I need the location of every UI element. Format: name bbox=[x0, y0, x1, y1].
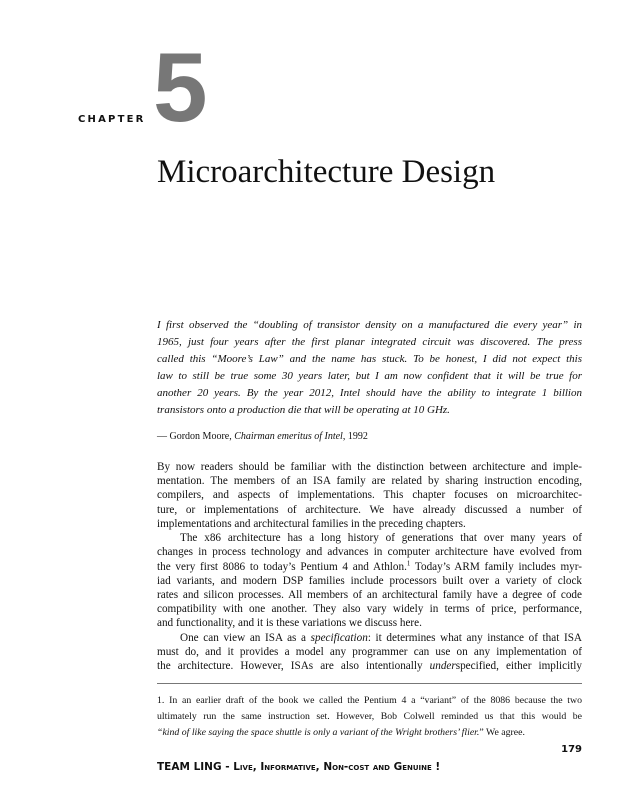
attribution-name: — Gordon Moore, bbox=[157, 431, 235, 442]
footnote-line: ultimately run the same instruction set. However, Bob Colwell reminded us that this would be bbox=[157, 711, 582, 722]
emphasis-under: under bbox=[429, 660, 456, 672]
body-line: iad variants, and modern DSP families include processors built over a variety of clock bbox=[157, 574, 582, 587]
epigraph-line: I first observed the “doubling of transistor density on a manufactured die every year” in bbox=[157, 319, 582, 331]
emphasis-specification: specification bbox=[310, 631, 368, 644]
body-line bbox=[180, 631, 582, 645]
epigraph-line: law to still be true some 30 years later, but I am now confident that it will be true for bbox=[157, 370, 582, 382]
body-line: mentation. The members of an ISA family are related by sharing instruction encoding, bbox=[157, 475, 582, 488]
epigraph-line: another 20 years. By the year 2012, Intel should have the ability to integrate 1 billion bbox=[157, 387, 582, 399]
body-line bbox=[157, 560, 582, 574]
body-line: implementations and architectural families in the preceding chapters. bbox=[157, 517, 466, 530]
body-text-segment: the architecture. However, ISAs are also intentionally bbox=[157, 660, 430, 672]
attribution-year: , 1992 bbox=[342, 431, 368, 442]
page-number: 179 bbox=[561, 744, 582, 755]
body-line: and functionality, and it is these variations we discuss here. bbox=[157, 617, 422, 630]
body-line bbox=[157, 659, 582, 673]
body-text-segment: the very first 8086 to today’s Pentium 4 and Athlon. bbox=[157, 560, 407, 573]
body-line: ture, or implementations of architecture. We have already discussed a number of bbox=[157, 503, 582, 516]
footnote-line bbox=[157, 726, 582, 740]
footnote-reference[interactable]: 1 bbox=[406, 558, 411, 567]
body-line: compilers, and aspects of implementations. This chapter focuses on microarchitec- bbox=[157, 489, 582, 502]
body-text-segment: Today’s ARM family includes myr- bbox=[410, 560, 583, 573]
body-text-segment: specified, either implicitly bbox=[455, 660, 582, 672]
epigraph-line: transistors onto a production die that will be operating at 10 GHz. bbox=[157, 404, 450, 416]
epigraph-line: 1965, just four years after the first planar integrated circuit was discovered. The press bbox=[157, 336, 582, 348]
watermark: TEAM LING - Live, Informative, Non-cost and Genuine ! bbox=[157, 761, 441, 773]
body-line: must do, and it provides a model any programmer can use on any implementation of bbox=[157, 645, 582, 658]
epigraph-attribution bbox=[157, 431, 368, 442]
body-line: compatibility with one another. They also vary widely in terms of price, performance, bbox=[157, 603, 582, 616]
footnote-tail: ” We agree. bbox=[479, 727, 525, 738]
footnote-divider bbox=[157, 683, 582, 684]
footnote-quote: “kind of like saying the space shuttle is only a variant of the Wright brothers’ flier. bbox=[157, 727, 480, 738]
chapter-label: CHAPTER bbox=[78, 114, 146, 125]
body-line: The x86 architecture has a long history of generations that over many years of bbox=[180, 532, 582, 545]
attribution-role: Chairman emeritus of Intel bbox=[234, 431, 343, 442]
chapter-number: 5 bbox=[153, 32, 208, 142]
body-line: changes in process technology and advances in computer architecture have evolved from bbox=[157, 546, 582, 559]
epigraph-line: called this “Moore’s Law” and the name has stuck. To be honest, I did not expect this bbox=[157, 353, 582, 365]
body-line: By now readers should be familiar with the distinction between architecture and imple- bbox=[157, 461, 582, 473]
chapter-title: Microarchitecture Design bbox=[157, 154, 496, 190]
body-line: rates and silicon processes. All members of an architectural family have a degree of code bbox=[157, 588, 582, 601]
footnote-line: 1. In an earlier draft of the book we called the Pentium 4 a “variant” of the 8086 because the two bbox=[157, 695, 582, 706]
body-text-segment: One can view an ISA as a bbox=[180, 631, 311, 644]
body-text-segment: : it determines what any instance of that ISA bbox=[367, 631, 582, 644]
